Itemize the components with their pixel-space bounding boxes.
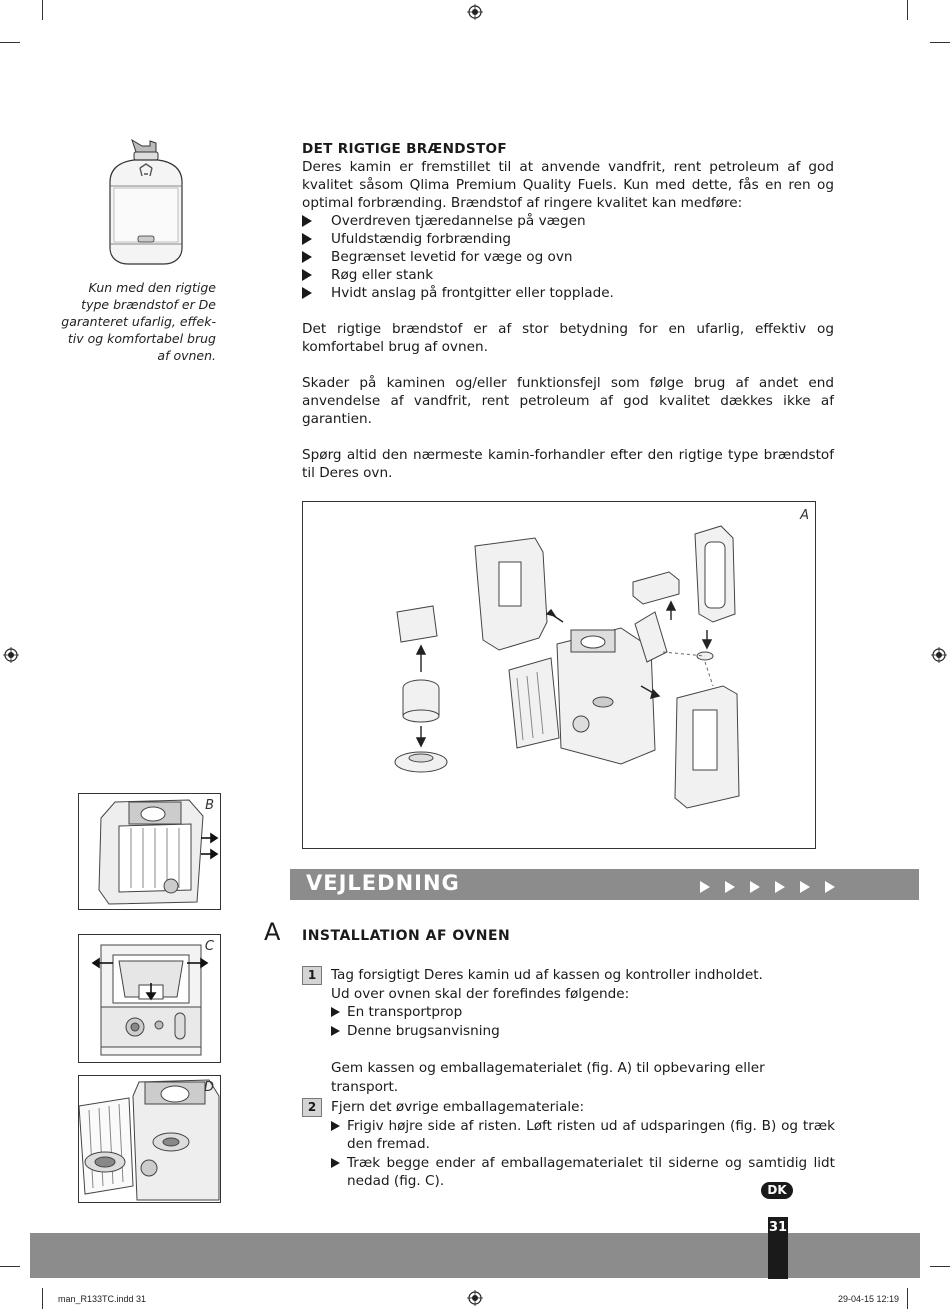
- step-2-line: Fjern det øvrige emballagemateriale:: [331, 1099, 585, 1115]
- step-2-bullet: Træk begge ender af emballagematerialet til siderne og samtidig lidt nedad (fig. C).: [331, 1154, 835, 1191]
- step-1-line: Ud over ovnen skal der forefindes følgende:: [331, 985, 630, 1002]
- figure-a-label: A: [800, 508, 809, 523]
- fuel-bullet: Røg eller stank: [302, 266, 834, 284]
- step-2-bullet: Frigiv højre side af risten. Løft risten ud af udsparingen (fig. B) og træk den fremad.: [331, 1117, 835, 1154]
- step-2: [331, 1098, 835, 1191]
- crop-mark: [42, 1288, 43, 1309]
- registration-mark-icon: [467, 1290, 483, 1306]
- fuel-paragraph: Skader på kaminen og/eller funktionsfejl som følge brug af andet end anvendelse af vandfrit, rent petroleum af god kvalitet dækkes ikke af garantien.: [302, 375, 834, 427]
- registration-mark-icon: [931, 647, 947, 663]
- step-1-bullet: En transportprop: [331, 1003, 835, 1022]
- figure-c: [78, 934, 221, 1063]
- step-1-bullet: Denne brugsanvisning: [331, 1022, 835, 1041]
- heater-open-door-diagram: [79, 1076, 220, 1202]
- crop-mark: [907, 1288, 908, 1309]
- registration-mark-icon: [3, 647, 19, 663]
- fuel-caption: Kun med den rigtige type brændstof er De garanteret ufarlig, effek-tiv og komfortabel brug af ovnen.: [61, 280, 216, 363]
- exploded-heater-diagram: [303, 502, 815, 848]
- crop-mark: [42, 0, 43, 20]
- registration-mark-icon: [467, 4, 483, 20]
- figure-a: [302, 501, 816, 849]
- crop-mark: [930, 42, 950, 43]
- fuel-bullet: Begrænset levetid for væge og ovn: [302, 248, 834, 266]
- step-number-1: 1: [302, 966, 322, 985]
- slug-filename: man_R133TC.indd 31: [58, 1294, 147, 1304]
- fuel-paragraph: Spørg altid den nærmeste kamin-forhandler efter den rigtige type brændstof til Deres ovn.: [302, 447, 834, 481]
- fuel-paragraph: Det rigtige brændstof er af stor betydning for en ufarlig, effektiv og komfortabel brug af ovnen.: [302, 321, 834, 355]
- figure-d: [78, 1075, 221, 1203]
- step-1: [331, 966, 835, 1096]
- section-banner: [290, 869, 919, 900]
- fuel-section-title: DET RIGTIGE BRÆNDSTOF: [302, 141, 507, 157]
- installation-title: INSTALLATION AF OVNEN: [302, 928, 511, 944]
- step-1-note: Gem kassen og emballagematerialet (fig. A) til opbevaring eller transport.: [331, 1060, 765, 1095]
- crop-mark: [0, 42, 20, 43]
- section-letter: A: [264, 918, 281, 946]
- fuel-intro: Deres kamin er fremstillet til at anvende vandfrit, rent petroleum af god kvalitet såsom Qlima Premium Quality Fuels. Kun med dette, fås en ren og optimal forbrænding. Brændstof af ringere kvalitet kan medføre:: [302, 159, 834, 211]
- fuel-bullet: Ufuldstændig forbrænding: [302, 230, 834, 248]
- fuel-canister-icon: [104, 138, 188, 268]
- heater-grille-release-diagram: [79, 794, 220, 909]
- page-number: 31: [768, 1217, 788, 1279]
- figure-d-label: D: [203, 1080, 214, 1095]
- banner-title: VEJLEDNING: [306, 871, 460, 895]
- figure-b: [78, 793, 221, 910]
- fuel-bullet: Overdreven tjæredannelse på vægen: [302, 212, 834, 230]
- figure-c-label: C: [204, 939, 214, 954]
- crop-mark: [930, 1266, 950, 1267]
- fuel-bullet: Hvidt anslag på frontgitter eller topplade.: [302, 284, 834, 302]
- language-badge: DK: [761, 1182, 793, 1199]
- figure-b-label: B: [205, 798, 214, 813]
- crop-mark: [0, 1266, 20, 1267]
- crop-mark: [907, 0, 908, 20]
- banner-arrows-icon: [700, 878, 850, 897]
- step-number-2: 2: [302, 1098, 322, 1117]
- slug-timestamp: 29-04-15 12:19: [838, 1294, 900, 1304]
- packing-removal-diagram: [79, 935, 220, 1062]
- fuel-section: [302, 140, 834, 482]
- step-1-line: Tag forsigtigt Deres kamin ud af kassen og kontroller indholdet.: [331, 967, 763, 983]
